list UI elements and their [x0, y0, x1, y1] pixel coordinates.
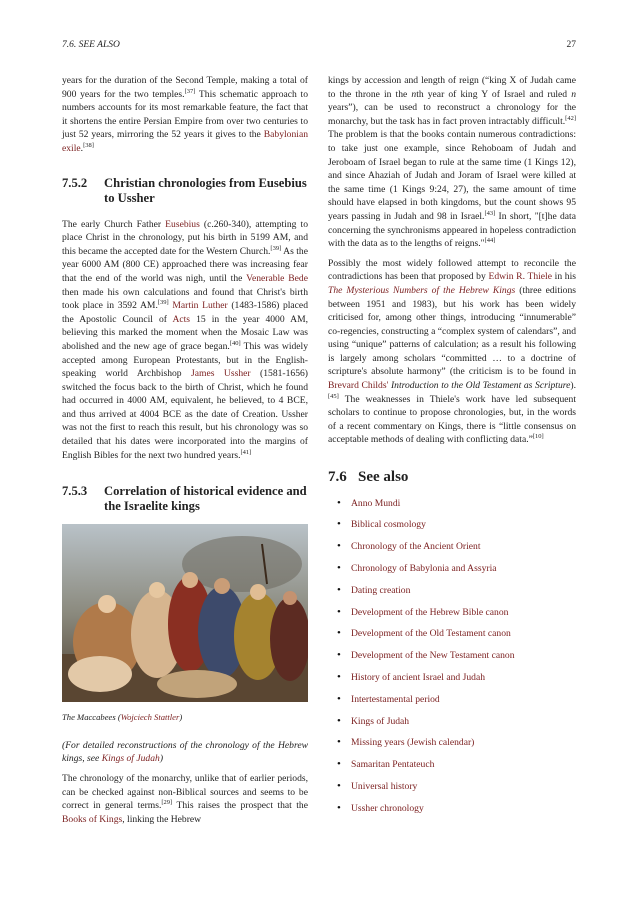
left-column — [62, 74, 308, 832]
link-biblical-cosmology[interactable]: Biblical cosmology — [351, 519, 426, 531]
link-mysterious-numbers[interactable]: The Mysterious Numbers of the Hebrew Kings — [328, 284, 516, 296]
link-venerable-bede[interactable]: Venerable Bede — [246, 272, 308, 284]
link-missing-years[interactable]: Missing years (Jewish calendar) — [351, 737, 475, 749]
link-wojciech-stattler[interactable]: Wojciech Stattler — [120, 712, 180, 723]
link-brevard-childs[interactable]: Brevard Childs' — [328, 380, 389, 392]
list-item — [337, 780, 576, 802]
header-section: 7.6. SEE ALSO — [62, 40, 120, 50]
paragraph-monarchy-chronology: The chronology of the monarchy, unlike that of earlier periods, can be checked against non-Biblical sources and seems to be correct in general terms.[29] This raises the prospect that the Books of Kings, linking the Hebrew — [62, 773, 308, 825]
link-universal-history[interactable]: Universal history — [351, 780, 418, 792]
list-item — [337, 736, 576, 758]
link-anno-mundi[interactable]: Anno Mundi — [351, 497, 401, 509]
link-ussher-chronology[interactable]: Ussher chronology — [351, 802, 424, 814]
link-kings-of-judah[interactable]: Kings of Judah — [351, 715, 410, 727]
link-dating-creation[interactable]: Dating creation — [351, 584, 411, 596]
maccabees-painting — [62, 524, 308, 702]
citation-40[interactable]: [40] — [229, 339, 241, 347]
link-history-israel-judah[interactable]: History of ancient Israel and Judah — [351, 672, 486, 683]
citation-29[interactable]: [29] — [161, 799, 173, 807]
citation-43[interactable]: [43] — [484, 209, 496, 217]
list-item — [337, 715, 576, 737]
citation-10[interactable]: [10] — [532, 433, 544, 441]
link-james-ussher[interactable]: James Ussher — [191, 368, 251, 380]
link-books-of-kings[interactable]: Books of Kings — [62, 813, 123, 825]
link-old-testament-canon[interactable]: Development of the Old Testament canon — [351, 628, 511, 640]
citation-41[interactable]: [41] — [240, 448, 252, 456]
list-item — [337, 758, 576, 780]
list-item — [337, 627, 576, 649]
link-edwin-thiele[interactable]: Edwin R. Thiele — [488, 271, 552, 283]
link-acts[interactable]: Acts — [172, 313, 191, 325]
link-kings-of-judah-note[interactable]: Kings of Judah — [101, 753, 160, 765]
reconstruction-note: (For detailed reconstructions of the chronology of the Hebrew kings, see Kings of Judah) — [62, 739, 308, 765]
list-item — [337, 497, 576, 519]
citation-39[interactable]: [39] — [270, 244, 282, 252]
link-hebrew-bible-canon[interactable]: Development of the Hebrew Bible canon — [351, 606, 509, 618]
running-header — [62, 40, 576, 54]
link-eusebius[interactable]: Eusebius — [165, 218, 200, 230]
list-item — [337, 584, 576, 606]
citation-45[interactable]: [45] — [328, 392, 339, 400]
link-chronology-babylonia-assyria[interactable]: Chronology of Babylonia and Assyria — [351, 563, 497, 575]
list-item — [337, 671, 576, 693]
citation-38[interactable]: [38] — [83, 141, 94, 149]
citation-44[interactable]: [44] — [484, 237, 496, 245]
paragraph-christian-chronologies: The early Church Father Eusebius (c.260-340), attempting to place Christ in the chronology, put his birth in 5199 AM, and this became the accepted date for the Western Church.[39] As the year 6000 AM (800 CE) approached there was increasing fear that the end of the world was nigh, until the Venerable Bede then made his own calculations and found that Christ's birth took place in 3592 AM.[39] Martin Luther (1483-1586) placed the Apostolic Council of Acts 15 in the year 4000 AM, believing this marked the moment when the Mosaic Law was abolished and the new age of grace began.[40] This was widely accepted among European Protestants, but in the English-speaking world Archbishop James Ussher (1581-1656) switched the focus back to the birth of Christ, which he found had occurred in 4000 AM, equivalent, he believed, to 4 BCE, and thus arrived at 4004 BCE as the date of Creation. Ussher was not the first to reach this result, but his chronology was so detailed that his dates were incorporated into the margins of English Bibles for the next two hundred years.[41] — [62, 218, 308, 461]
paragraph-temples: years for the duration of the Second Temple, making a total of 900 years for the two temples.[37] This schematic approach to numbers accounts for its most remarkable feature, the fact that it shortens the entire Persian Empire from over two centuries to just 52 years, mirroring the 52 years it gives to the Babylonian exile.[38] — [62, 75, 308, 154]
link-intertestamental-period[interactable]: Intertestamental period — [351, 693, 440, 705]
link-samaritan-pentateuch[interactable]: Samaritan Pentateuch — [351, 759, 435, 771]
list-item — [337, 540, 576, 562]
figure-caption: The Maccabees (Wojciech Stattler) — [62, 712, 183, 723]
paragraph-kings-contradictions: kings by accession and length of reign (“king X of Judah came to the throne in the nth year of king Y of Israel and ruled n years”), can be used to reconstruct a chronology for the monarchy, but the task has in fact proven intractably difficult.[42] The problem is that the books contain numerous contradictions: to take just one example, since Rehoboam of Judah and Jeroboam of Israel began to rule at the same time (1 Kings 12), and since Ahaziah of Judah and Joram of Israel were killed at the same time (1 Kings 9:24, 27), the same amount of time should have elapsed in both kingdoms, but the count shows 95 years passing in Judah and 98 in Israel.[43] In short, "[t]he data concerning the synchronisms appeared in hopeless contradiction with the data as to the lengths of reigns."[44] — [328, 75, 576, 250]
link-chronology-ancient-orient[interactable]: Chronology of the Ancient Orient — [351, 541, 481, 553]
link-babylonian-exile[interactable]: Babylonian exile — [62, 129, 308, 154]
citation-37[interactable]: [37] — [184, 87, 196, 95]
list-item — [337, 693, 576, 715]
section-heading-7-5-3: 7.5.3 Correlation of historical evidence and the Israelite kings — [62, 484, 307, 514]
citation-39b[interactable]: [39] — [157, 299, 169, 307]
link-new-testament-canon[interactable]: Development of the New Testament canon — [351, 650, 515, 662]
list-item — [337, 649, 576, 671]
section-heading-7-5-2: 7.5.2 Christian chronologies from Eusebius to Ussher — [62, 175, 307, 205]
list-item — [337, 606, 576, 628]
section-heading-7-6: 7.6 See also — [328, 469, 409, 486]
right-column — [328, 74, 576, 824]
list-item — [337, 802, 576, 824]
see-also-list — [328, 497, 576, 824]
citation-42[interactable]: [42] — [565, 114, 576, 122]
paragraph-thiele: Possibly the most widely followed attempt to reconcile the contradictions has been that proposed by Edwin R. Thiele in his The Mysterious Numbers of the Hebrew Kings (three editions between 1951 and 1983), but his work has been widely criticised for, among other things, introducing “innumerable” co-regencies, constructing a “complex system of calendars”, and using “unique” patterns of calculation; as a result his following is largely among scholars “committed … to a doctrine of scripture's absolute harmony” (the criticism is to be found in Brevard Childs' Introduction to the Old Testament as Scripture).[45] The weaknesses in Thiele's work have led subsequent scholars to continue to propose chronologies, but, in the words of a recent commentary on Kings, there is “little consensus on acceptable methods of dealing with conflicting data.”[10] — [328, 257, 577, 446]
link-martin-luther[interactable]: Martin Luther — [172, 300, 228, 312]
list-item — [337, 518, 576, 540]
page-number: 27 — [566, 40, 576, 50]
list-item — [337, 562, 576, 584]
